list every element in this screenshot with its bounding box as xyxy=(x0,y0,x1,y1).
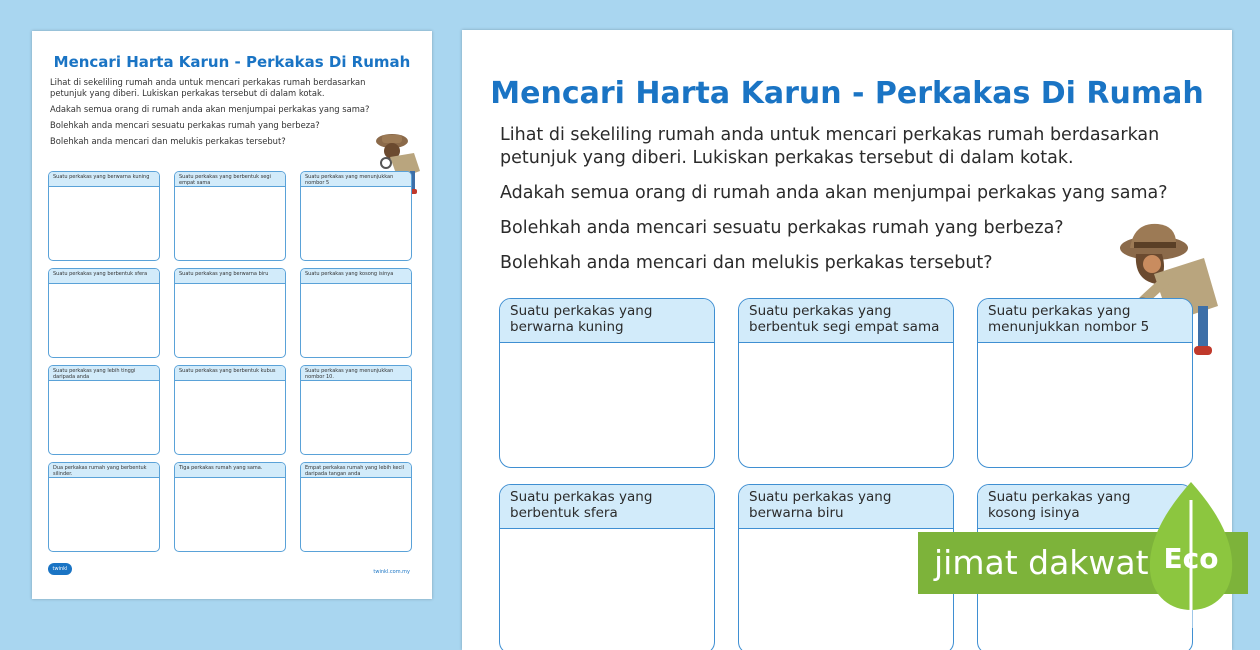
thumbnail-box xyxy=(48,268,160,358)
footer-website: twinkl.com.my xyxy=(373,569,410,575)
thumbnail-box xyxy=(300,268,412,358)
twinkl-logo: twinkl xyxy=(48,563,72,575)
thumbnail-instruction: Lihat di sekeliling rumah anda untuk mencari perkakas rumah berdasarkan petunjuk yang diberi. Lukiskan perkakas tersebut di dalam kotak. xyxy=(50,77,366,98)
instruction-text: Bolehkah anda mencari sesuatu perkakas rumah yang berbeza? xyxy=(500,218,1064,238)
thumbnail-box-label: Suatu perkakas yang lebih tinggi daripada anda xyxy=(49,366,159,381)
thumbnail-box-label: Dua perkakas rumah yang berbentuk silinder. xyxy=(49,463,159,478)
thumbnail-worksheet xyxy=(32,31,432,599)
thumbnail-box xyxy=(174,365,286,455)
thumbnail-title: Mencari Harta Karun - Perkakas Di Rumah xyxy=(53,53,411,71)
thumbnail-box xyxy=(174,171,286,261)
thumbnail-box-label: Suatu perkakas yang berbentuk kubus xyxy=(175,366,285,381)
thumbnail-box xyxy=(174,268,286,358)
thumbnail-box-label: Empat perkakas rumah yang lebih kecil daripada tangan anda xyxy=(301,463,411,478)
worksheet-box xyxy=(977,298,1193,468)
worksheet-instructions xyxy=(500,124,1220,287)
thumbnail-instruction: Bolehkah anda mencari dan melukis perkakas tersebut? xyxy=(50,136,286,146)
thumbnail-box-label: Suatu perkakas yang berwarna kuning xyxy=(49,172,159,187)
worksheet-box-label: Suatu perkakas yang berwarna kuning xyxy=(500,299,714,343)
instruction-text: Bolehkah anda mencari dan melukis perkakas tersebut? xyxy=(500,253,993,273)
thumbnail-instruction: Adakah semua orang di rumah anda akan menjumpai perkakas yang sama? xyxy=(50,104,370,114)
worksheet-box-label: Suatu perkakas yang berbentuk sfera xyxy=(500,485,714,529)
worksheet-box xyxy=(499,484,715,650)
thumbnail-instructions xyxy=(50,77,395,152)
thumbnail-box xyxy=(48,365,160,455)
eco-badge: Eco xyxy=(1163,542,1219,575)
worksheet-box-label: Suatu perkakas yang kosong isinya xyxy=(978,485,1192,529)
worksheet-box xyxy=(499,298,715,468)
worksheet-box-label: Suatu perkakas yang menunjukkan nombor 5 xyxy=(978,299,1192,343)
thumbnail-box-label: Suatu perkakas yang kosong isinya xyxy=(301,269,411,284)
eco-banner-label: jimat dakwat xyxy=(934,543,1149,582)
thumbnail-box-label: Suatu perkakas yang menunjukkan nombor 5 xyxy=(301,172,411,187)
instruction-text: Adakah semua orang di rumah anda akan menjumpai perkakas yang sama? xyxy=(500,183,1168,203)
thumbnail-box xyxy=(300,365,412,455)
thumbnail-instruction: Bolehkah anda mencari sesuatu perkakas rumah yang berbeza? xyxy=(50,120,320,130)
worksheet-box-label: Suatu perkakas yang berbentuk segi empat sama xyxy=(739,299,953,343)
thumbnail-box xyxy=(48,171,160,261)
thumbnail-box-label: Tiga perkakas rumah yang sama. xyxy=(175,463,285,478)
worksheet-title: Mencari Harta Karun - Perkakas Di Rumah xyxy=(490,76,1204,111)
eco-leaf-icon xyxy=(1146,480,1236,630)
instruction-text: Lihat di sekeliling rumah anda untuk mencari perkakas rumah berdasarkan petunjuk yang diberi. Lukiskan perkakas tersebut di dalam kotak. xyxy=(500,125,1160,168)
thumbnail-box-label: Suatu perkakas yang menunjukkan nombor 10. xyxy=(301,366,411,381)
thumbnail-box-label: Suatu perkakas yang berbentuk segi empat sama xyxy=(175,172,285,187)
thumbnail-box xyxy=(48,462,160,552)
thumbnail-box xyxy=(300,171,412,261)
worksheet-box-label: Suatu perkakas yang berwarna biru xyxy=(739,485,953,529)
worksheet-box xyxy=(738,298,954,468)
thumbnail-box xyxy=(174,462,286,552)
thumbnail-box-label: Suatu perkakas yang berbentuk sfera xyxy=(49,269,159,284)
thumbnail-box-label: Suatu perkakas yang berwarna biru xyxy=(175,269,285,284)
thumbnail-box xyxy=(300,462,412,552)
